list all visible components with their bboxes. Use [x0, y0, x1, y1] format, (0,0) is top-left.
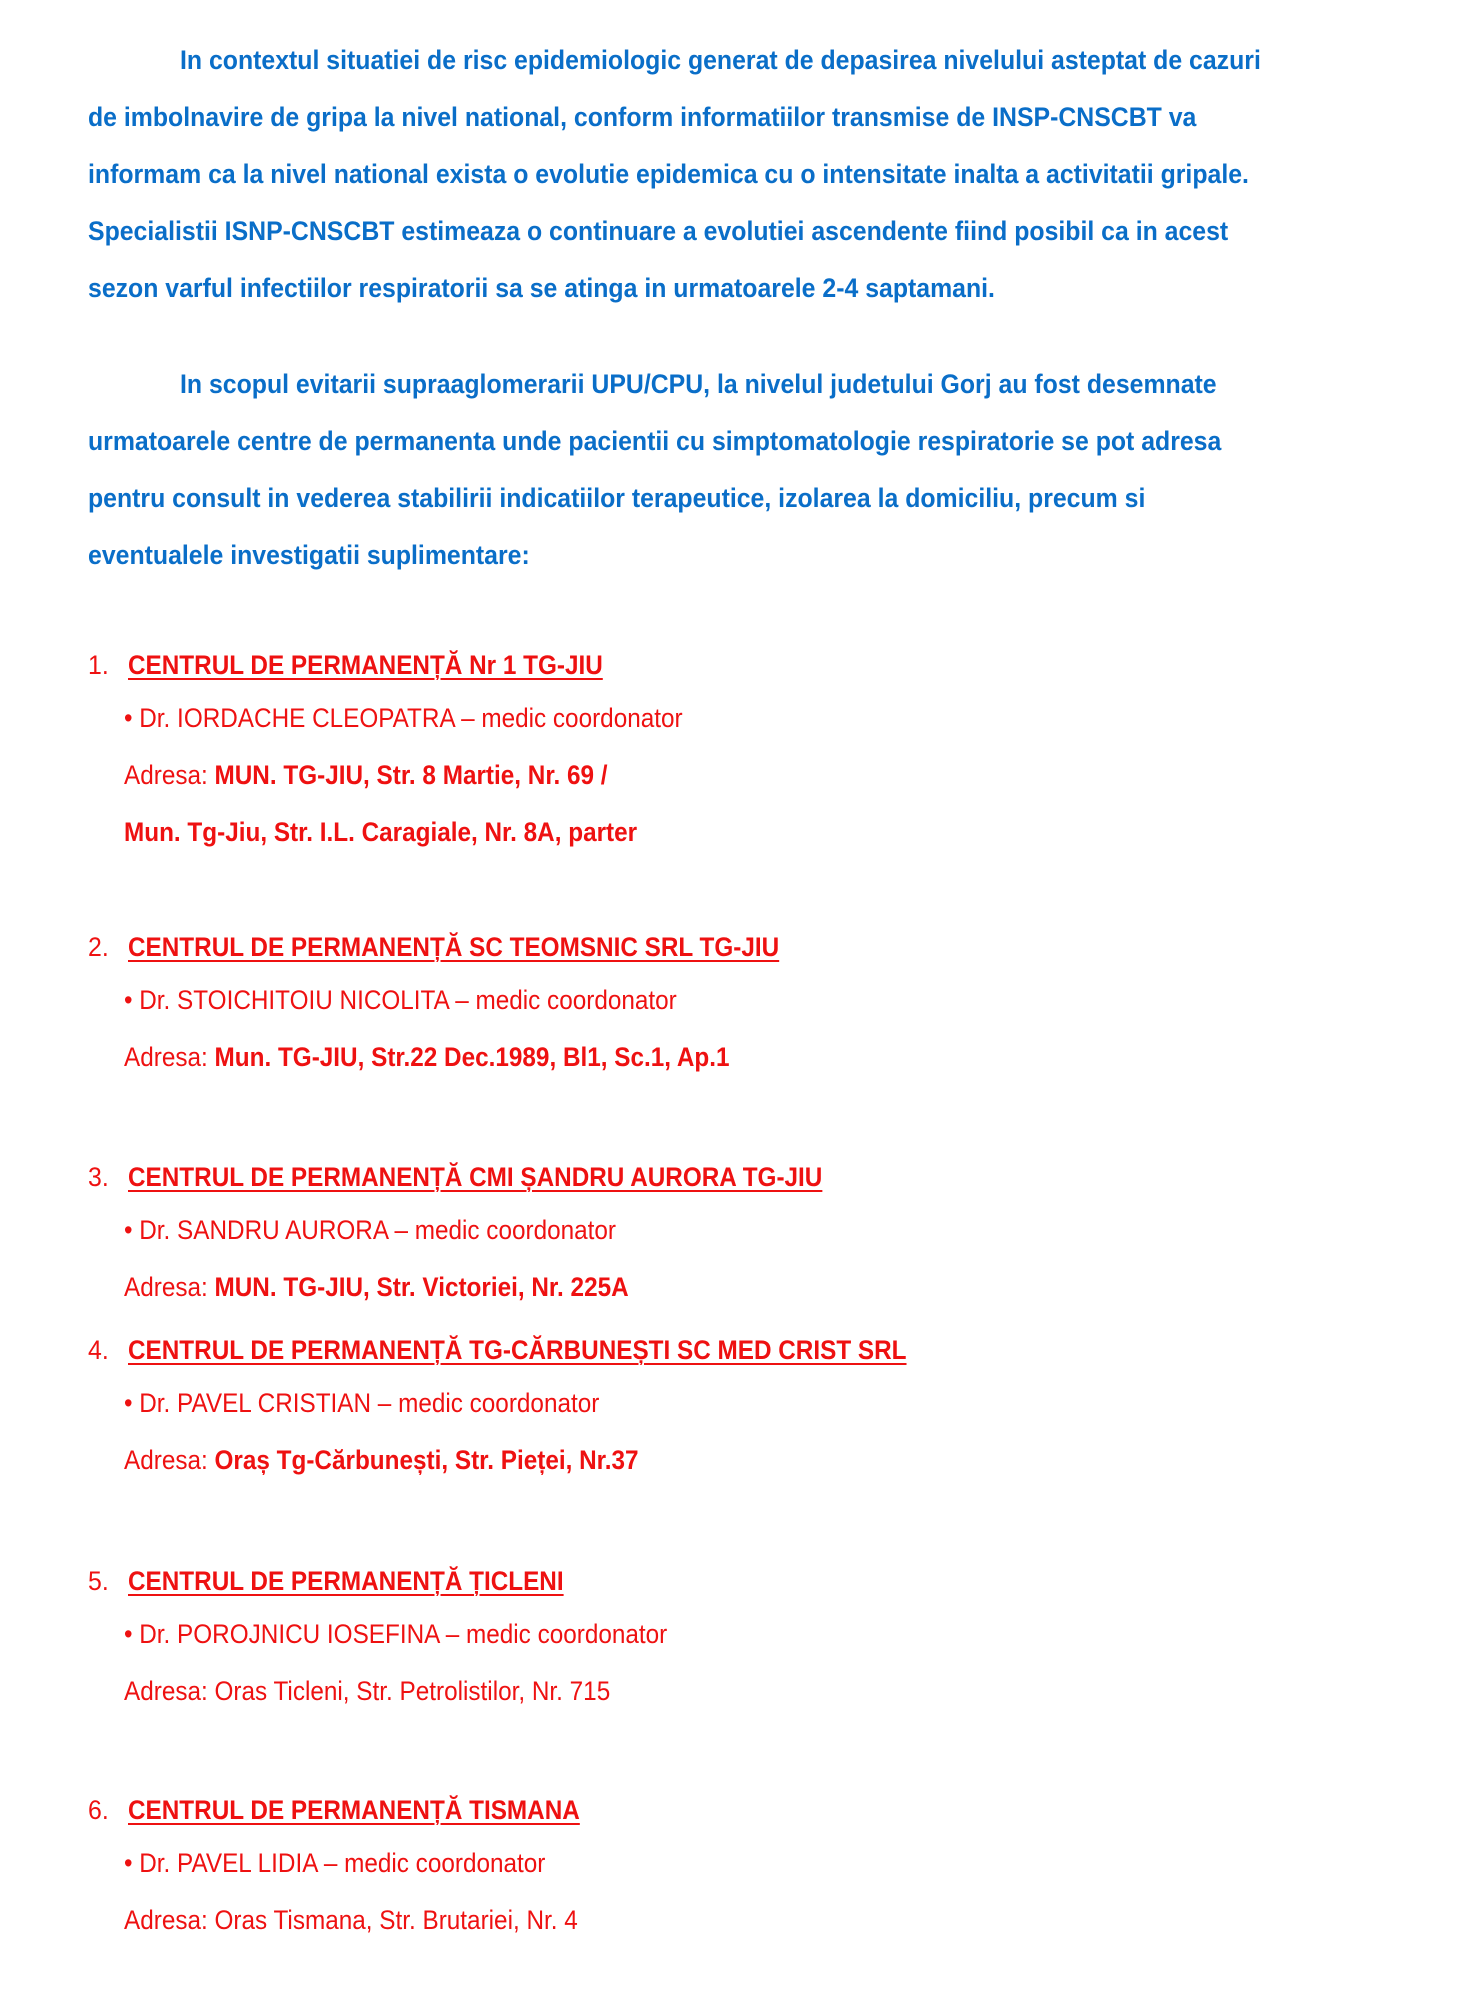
address-value: MUN. TG-JIU, Str. Victoriei, Nr. 225A — [214, 1272, 629, 1302]
center-item-4 — [88, 1335, 993, 1489]
address-label: Adresa: — [124, 1445, 208, 1475]
center-doctor: • Dr. POROJNICU IOSEFINA – medic coordonator — [124, 1619, 668, 1649]
center-name: CENTRUL DE PERMANENȚĂ TG-CĂRBUNEȘTI SC MED CRIST SRL — [128, 1335, 907, 1365]
address-value: Mun. TG-JIU, Str.22 Dec.1989, Bl1, Sc.1, Ap.1 — [214, 1042, 730, 1072]
address-label: Adresa: — [124, 1905, 208, 1935]
address-value: Oras Tismana, Str. Brutariei, Nr. 4 — [214, 1905, 578, 1935]
center-number: 5. — [88, 1566, 109, 1596]
address-value-2: Mun. Tg-Jiu, Str. I.L. Caragiale, Nr. 8A, parter — [124, 817, 638, 847]
center-number: 4. — [88, 1335, 109, 1365]
center-doctor: • Dr. PAVEL CRISTIAN – medic coordonator — [124, 1388, 600, 1418]
intro-line: In contextul situatiei de risc epidemiologic generat de depasirea nivelului asteptat de cazuri — [180, 45, 1261, 75]
intro-line: de imbolnavire de gripa la nivel national, conform informatiilor transmise de INSP-CNSCBT va — [88, 102, 1197, 132]
center-name: CENTRUL DE PERMANENȚĂ ȚICLENI — [128, 1566, 564, 1596]
center-name: CENTRUL DE PERMANENȚĂ TISMANA — [128, 1795, 580, 1825]
address-label: Adresa: — [124, 1042, 208, 1072]
center-item-5 — [88, 1566, 732, 1720]
address-value: MUN. TG-JIU, Str. 8 Martie, Nr. 69 / — [214, 760, 608, 790]
center-address — [88, 1259, 818, 1316]
intro-line: informam ca la nivel national exista o evolutie epidemica cu o intensitate inalta a activitatii gripale. — [88, 159, 1249, 189]
address-value: Oras Ticleni, Str. Petrolistilor, Nr. 715 — [214, 1676, 611, 1706]
center-item-1 — [88, 650, 749, 861]
address-label: Adresa: — [124, 760, 208, 790]
center-address — [88, 1029, 775, 1086]
center-doctor: • Dr. SANDRU AURORA – medic coordonator — [124, 1215, 616, 1245]
center-doctor: • Dr. PAVEL LIDIA – medic coordonator — [124, 1848, 546, 1878]
center-address — [88, 1892, 578, 1949]
address-label: Adresa: — [124, 1272, 208, 1302]
center-item-2 — [88, 932, 852, 1086]
center-address — [88, 1432, 903, 1489]
intro-paragraph-1 — [88, 32, 1312, 317]
center-name: CENTRUL DE PERMANENȚĂ Nr 1 TG-JIU — [128, 650, 603, 680]
center-item-6 — [88, 1795, 632, 1949]
intro-line: Specialistii ISNP-CNSCBT estimeaza o continuare a evolutiei ascendente fiind posibil ca in acest — [88, 216, 1229, 246]
center-name: CENTRUL DE PERMANENȚĂ SC TEOMSNIC SRL TG-JIU — [128, 932, 780, 962]
intro-line: urmatoarele centre de permanenta unde pacientii cu simptomatologie respiratorie se pot adresa — [88, 426, 1222, 456]
intro-line: pentru consult in vederea stabilirii indicatiilor terapeutice, izolarea la domiciliu, precum si — [88, 483, 1146, 513]
intro-paragraph-2 — [88, 356, 1312, 584]
address-value: Oraș Tg-Cărbunești, Str. Pieței, Nr.37 — [214, 1445, 639, 1475]
center-address — [88, 747, 683, 804]
center-name: CENTRUL DE PERMANENȚĂ CMI ȘANDRU AURORA TG-JIU — [128, 1162, 823, 1192]
intro-line: sezon varful infectiilor respiratorii sa se atinga in urmatoarele 2-4 saptamani. — [88, 273, 995, 303]
center-number: 1. — [88, 650, 109, 680]
center-item-3 — [88, 1162, 900, 1316]
center-number: 2. — [88, 932, 109, 962]
center-doctor: • Dr. STOICHITOIU NICOLITA – medic coordonator — [124, 985, 677, 1015]
intro-line: eventualele investigatii suplimentare: — [88, 540, 530, 570]
address-label: Adresa: — [124, 1676, 208, 1706]
center-number: 3. — [88, 1162, 109, 1192]
center-address-line-2 — [88, 804, 683, 861]
intro-line: In scopul evitarii supraaglomerarii UPU/CPU, la nivelul judetului Gorj au fost desemnate — [180, 369, 1217, 399]
center-doctor: • Dr. IORDACHE CLEOPATRA – medic coordonator — [124, 703, 683, 733]
center-number: 6. — [88, 1795, 109, 1825]
center-address — [88, 1663, 667, 1720]
